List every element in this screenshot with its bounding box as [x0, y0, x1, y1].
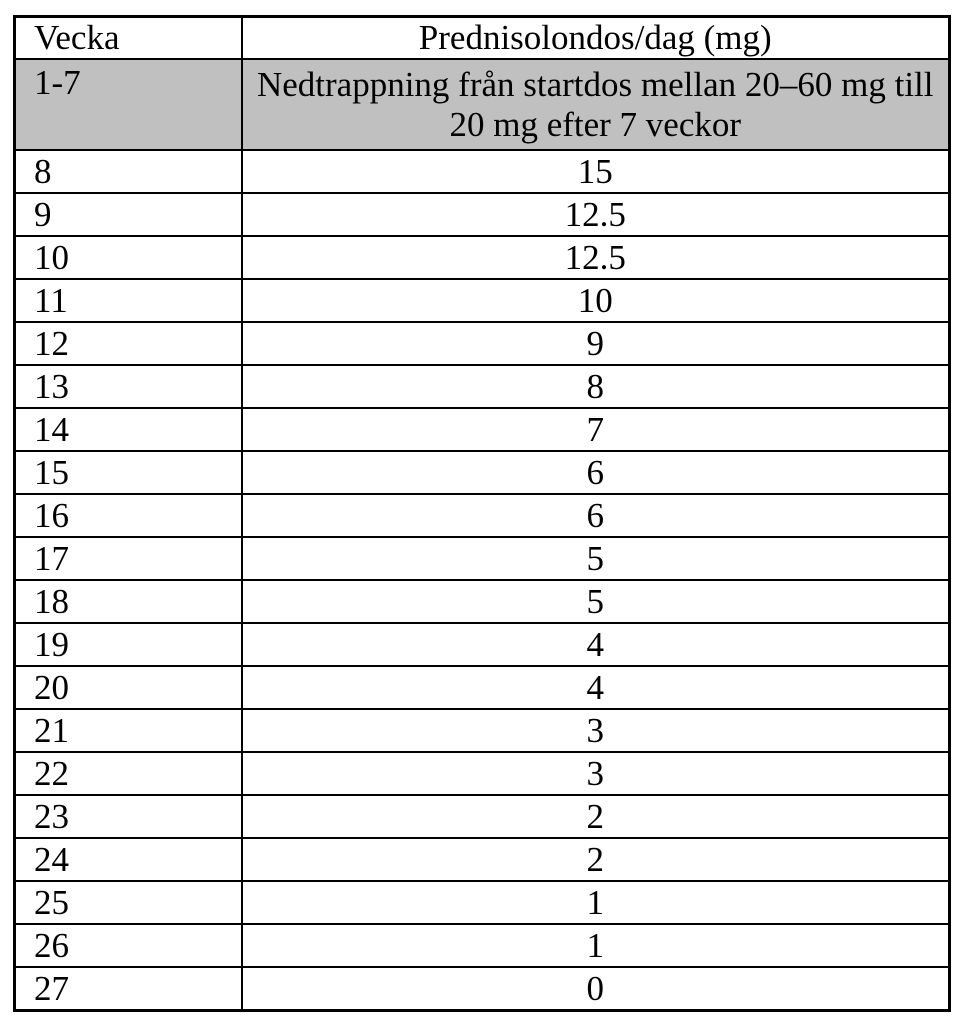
table-row: [15, 451, 950, 494]
table-row: [15, 752, 950, 795]
week-cell: 25: [15, 881, 242, 924]
week-cell: 21: [15, 709, 242, 752]
dose-cell: 6: [242, 494, 950, 537]
dose-cell: 4: [242, 666, 950, 709]
week-cell: 8: [15, 150, 242, 193]
dose-cell: 4: [242, 623, 950, 666]
table-row: [15, 967, 950, 1011]
week-cell: 13: [15, 365, 242, 408]
table-row: [15, 365, 950, 408]
dose-cell: Nedtrappning från startdos mellan 20–60 mg till 20 mg efter 7 veckor: [242, 59, 950, 150]
table-row: [15, 236, 950, 279]
dose-cell: 12.5: [242, 193, 950, 236]
table-row: [15, 795, 950, 838]
table-row: [15, 666, 950, 709]
dose-cell: 7: [242, 408, 950, 451]
dose-cell: 2: [242, 795, 950, 838]
week-cell: 16: [15, 494, 242, 537]
dose-schedule-table: [13, 15, 951, 1012]
table-row: [15, 580, 950, 623]
table-row: [15, 150, 950, 193]
week-cell: 22: [15, 752, 242, 795]
week-cell: 17: [15, 537, 242, 580]
table-row-taper: [15, 59, 950, 150]
table-row: [15, 623, 950, 666]
table-row: [15, 193, 950, 236]
week-cell: 19: [15, 623, 242, 666]
week-cell: 11: [15, 279, 242, 322]
week-cell: 27: [15, 967, 242, 1011]
table-row: [15, 537, 950, 580]
dose-cell: 3: [242, 709, 950, 752]
dose-cell: 15: [242, 150, 950, 193]
week-cell: 15: [15, 451, 242, 494]
week-cell: 9: [15, 193, 242, 236]
table-row: [15, 408, 950, 451]
week-cell: 26: [15, 924, 242, 967]
table-row: [15, 838, 950, 881]
dose-cell: 12.5: [242, 236, 950, 279]
dose-cell: 2: [242, 838, 950, 881]
table-row: [15, 881, 950, 924]
table-row: [15, 709, 950, 752]
week-cell: 20: [15, 666, 242, 709]
week-cell: 10: [15, 236, 242, 279]
week-cell: 24: [15, 838, 242, 881]
dose-cell: 5: [242, 580, 950, 623]
week-cell: 1-7: [15, 59, 242, 150]
dose-cell: 6: [242, 451, 950, 494]
dose-cell: 1: [242, 924, 950, 967]
table-row: [15, 279, 950, 322]
week-cell: 12: [15, 322, 242, 365]
week-cell: 23: [15, 795, 242, 838]
dose-cell: 3: [242, 752, 950, 795]
dose-cell: 0: [242, 967, 950, 1011]
dose-cell: 5: [242, 537, 950, 580]
dose-cell: 9: [242, 322, 950, 365]
table-row: [15, 924, 950, 967]
table-row: [15, 322, 950, 365]
week-cell: 18: [15, 580, 242, 623]
column-header-dose: Prednisolondos/dag (mg): [242, 17, 950, 60]
week-cell: 14: [15, 408, 242, 451]
table-row: [15, 494, 950, 537]
dose-cell: 10: [242, 279, 950, 322]
column-header-week: Vecka: [15, 17, 242, 60]
dose-cell: 1: [242, 881, 950, 924]
table-header-row: [15, 17, 950, 60]
dose-cell: 8: [242, 365, 950, 408]
